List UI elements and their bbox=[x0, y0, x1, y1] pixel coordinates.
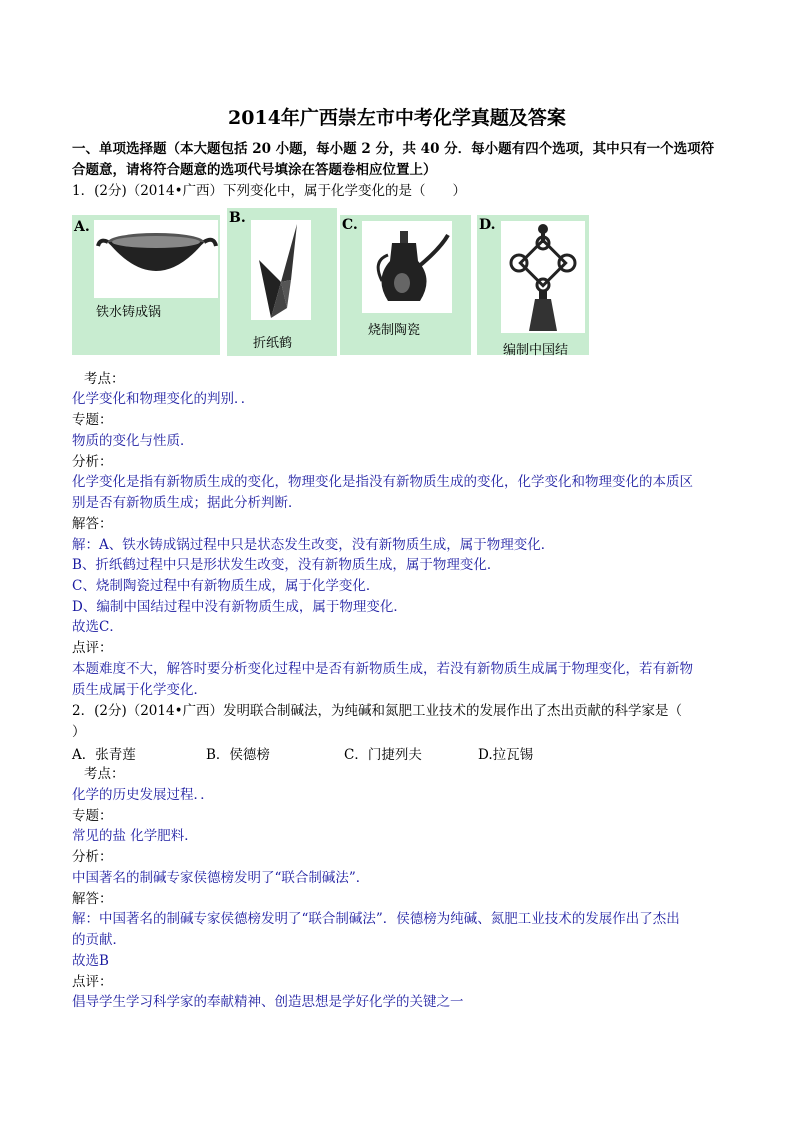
q1-option-b bbox=[227, 208, 337, 356]
q1-jieda-4: D、编制中国结过程中没有新物质生成，属于物理变化． bbox=[72, 599, 407, 615]
q1-fenxi-label: 分析： bbox=[72, 454, 113, 470]
paper-crane-icon bbox=[251, 220, 311, 320]
q2-fenxi-label: 分析： bbox=[72, 849, 113, 865]
q2-jieda-1: 解：中国著名的制碱专家侯德榜发明了“联合制碱法”．侯德榜为纯碱、氮肥工业技术的发展作出了杰出 bbox=[72, 911, 680, 927]
q1-zhuanti-label: 专题： bbox=[72, 412, 113, 428]
q1-stem: 1．(2分)（2014•广西）下列变化中，属于化学变化的是（ ） bbox=[72, 183, 467, 199]
q1-fenxi-2: 别是否有新物质生成；据此分析判断． bbox=[72, 495, 302, 511]
chinese-knot-icon bbox=[501, 221, 585, 333]
q2-dianping-label: 点评： bbox=[72, 974, 113, 990]
option-caption: 烧制陶瓷 bbox=[368, 323, 421, 338]
q1-fenxi-1: 化学变化是指有新物质生成的变化，物理变化是指没有新物质生成的变化，化学变化和物理变化的本质区 bbox=[72, 474, 693, 490]
section-heading-line-1: 一、单项选择题（本大题包括 20 小题，每小题 2 分，共 40 分．每小题有四个选项，其中只有一个选项符 bbox=[72, 141, 715, 157]
q1-kaodian: 化学变化和物理变化的判别．． bbox=[72, 391, 255, 407]
section-heading-line-2: 合题意，请将符合题意的选项代号填涂在答题卷相应位置上） bbox=[72, 162, 437, 178]
page-title: 2014年广西崇左市中考化学真题及答案 bbox=[228, 107, 566, 129]
q2-zhuanti: 常见的盐 化学肥料． bbox=[72, 828, 198, 844]
q2-jieda-label: 解答： bbox=[72, 891, 113, 907]
teapot-icon bbox=[362, 221, 452, 313]
option-caption: 编制中国结 bbox=[503, 343, 569, 358]
q1-jieda-5: 故选C． bbox=[72, 619, 123, 635]
q1-jieda-2: B、折纸鹤过程中只是形状发生改变，没有新物质生成，属于物理变化． bbox=[72, 557, 501, 573]
q2-dianping-1: 倡导学生学习科学家的奉献精神、创造思想是学好化学的关键之一 bbox=[72, 994, 464, 1010]
wok-icon bbox=[94, 220, 218, 298]
q1-option-d bbox=[477, 215, 589, 358]
q2-jieda-3: 故选B bbox=[72, 953, 109, 969]
q1-option-c bbox=[340, 215, 471, 355]
q2-kaodian: 化学的历史发展过程．． bbox=[72, 787, 214, 803]
q2-choice-a: A．张青莲 bbox=[72, 747, 136, 763]
q1-jieda-3: C、烧制陶瓷过程中有新物质生成，属于化学变化． bbox=[72, 578, 380, 594]
q2-choice-b: B．侯德榜 bbox=[206, 747, 270, 763]
q2-stem-1: 2．(2分)（2014•广西）发明联合制碱法，为纯碱和氮肥工业技术的发展作出了杰出贡献的科学家是（ bbox=[72, 703, 683, 719]
q1-option-a bbox=[72, 215, 220, 355]
option-letter: B. bbox=[229, 210, 246, 226]
option-letter: D. bbox=[479, 217, 496, 233]
q1-dianping-1: 本题难度不大，解答时要分析变化过程中是否有新物质生成，若没有新物质生成属于物理变化，若有新物 bbox=[72, 661, 693, 677]
option-letter: C. bbox=[342, 217, 358, 233]
q2-choice-d: D.拉瓦锡 bbox=[478, 747, 534, 763]
q1-zhuanti: 物质的变化与性质． bbox=[72, 433, 194, 449]
q2-zhuanti-label: 专题： bbox=[72, 808, 113, 824]
option-caption: 折纸鹤 bbox=[253, 336, 293, 351]
q1-dianping-label: 点评： bbox=[72, 640, 113, 656]
option-caption: 铁水铸成锅 bbox=[96, 305, 162, 320]
q2-stem-2: ） bbox=[72, 724, 86, 740]
q1-jieda-1: 解：A、铁水铸成锅过程中只是状态发生改变，没有新物质生成，属于物理变化． bbox=[72, 537, 555, 553]
q2-fenxi-1: 中国著名的制碱专家侯德榜发明了“联合制碱法”． bbox=[72, 870, 370, 886]
q1-kaodian-label: 考点： bbox=[84, 371, 125, 387]
q1-jieda-label: 解答： bbox=[72, 516, 113, 532]
q2-jieda-2: 的贡献． bbox=[72, 932, 126, 948]
q2-choice-c: C．门捷列夫 bbox=[344, 747, 422, 763]
q1-dianping-2: 质生成属于化学变化． bbox=[72, 682, 207, 698]
option-letter: A. bbox=[74, 219, 90, 235]
q2-kaodian-label: 考点： bbox=[84, 766, 125, 782]
